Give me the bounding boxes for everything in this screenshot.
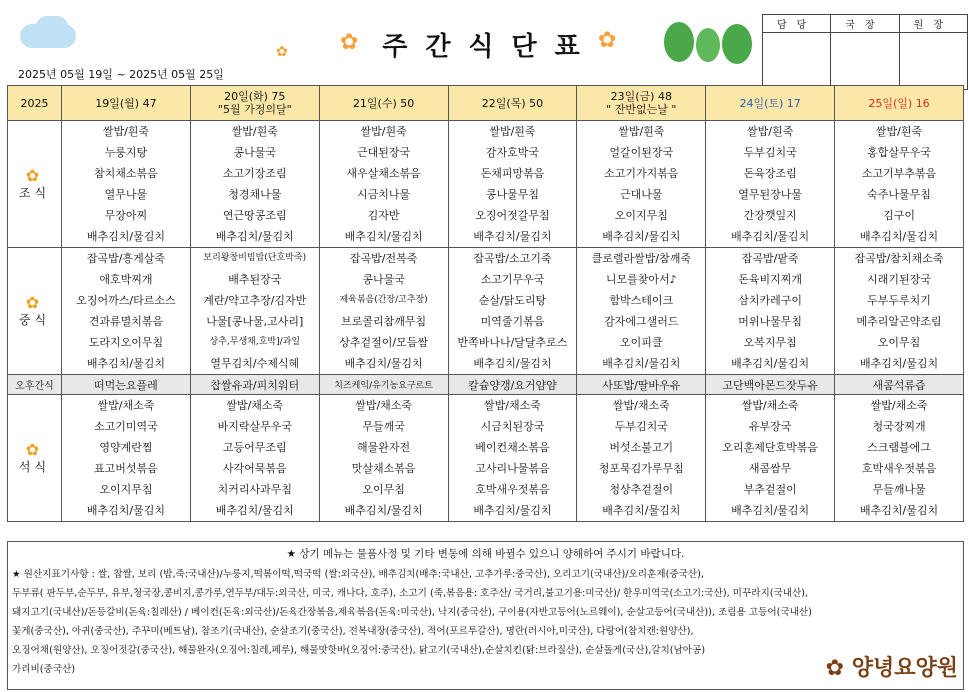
day-header <box>706 86 835 121</box>
menu-item: 열무김치/수제식혜 <box>210 357 300 370</box>
menu-item: 소고기가지볶음 <box>604 167 679 180</box>
day-header <box>190 86 319 121</box>
menu-item: 애호박찌개 <box>99 273 153 286</box>
menu-cell <box>706 248 835 375</box>
menu-item: 버섯소불고기 <box>609 441 674 454</box>
menu-item: 홍합살무우국 <box>867 146 931 159</box>
menu-cell <box>190 121 319 248</box>
meal-label-text: 석식 <box>18 459 51 474</box>
menu-item: 콩나물무침 <box>485 188 540 201</box>
menu-item: 배추김치/물김치 <box>86 357 165 370</box>
menu-table <box>7 85 964 522</box>
menu-item: 치커리사과무침 <box>217 483 292 496</box>
menu-cell <box>706 395 835 522</box>
meal-label-text: 조식 <box>18 185 51 200</box>
menu-cell <box>62 248 191 375</box>
menu-cell <box>577 248 706 375</box>
menu-item: 브로콜리참깨무침 <box>341 315 427 328</box>
flower-icon: ✿ <box>340 30 359 55</box>
menu-item: 숙주나물무침 <box>867 188 931 201</box>
approval-box <box>762 14 968 90</box>
menu-item: 오리훈제단호박볶음 <box>722 441 818 454</box>
flower-icon: ✿ <box>25 439 44 459</box>
menu-item: 유부장국 <box>748 420 792 433</box>
menu-item: 간장깻잎지 <box>743 209 797 222</box>
menu-item: 오징어까스/타르소스 <box>76 294 176 307</box>
origin-note-line: 가리비(중국산) <box>12 664 76 675</box>
menu-item: 두부김치국 <box>614 420 668 433</box>
menu-item: 쌀밥/흰죽 <box>747 125 794 138</box>
menu-item: 계란/약고추장/김자반 <box>203 294 307 307</box>
flower-icon: ✿ <box>25 292 44 312</box>
menu-item: 오이지무침 <box>614 209 668 222</box>
menu-item: 배추김치/물김치 <box>86 230 165 243</box>
menu-item: 함박스테이크 <box>609 294 674 307</box>
menu-item: 시래기된장국 <box>867 273 931 286</box>
origin-note-line: 오징어채(원양산), 오징어젓갈(중국산), 해물완자(오징어:칠레,페루), 해물맛핫바(오징어:중국산), 닭고기(국내산),순살치킨(닭:브라질산), 순살돌게(국산),갈치(남아공) <box>12 645 706 656</box>
day-note: "5월 가정의달" <box>217 103 292 116</box>
menu-item: 김구이 <box>883 209 915 222</box>
menu-item: 쌀밥/흰죽 <box>102 125 150 138</box>
menu-cell <box>62 121 191 248</box>
menu-item: 열무나물 <box>104 188 148 201</box>
menu-item: 소고기무우국 <box>480 273 545 286</box>
menu-cell <box>448 395 577 522</box>
menu-item: 배추김치/물김치 <box>473 357 552 370</box>
menu-item: 돈육비지찌개 <box>738 273 803 286</box>
origin-note-line: ★ 원산지표기사항 : 쌀, 찹쌀, 보리 (밥,죽:국내산)/누룽지,떡볶이떡,떡국떡 (쌀:외국산), 배추김치(배추:국내산, 고추가루:중국산), 오리고기(국내산)/오리훈제(중국산), <box>12 569 704 580</box>
menu-item: 배추김치/물김치 <box>731 357 810 370</box>
menu-item: 견과류멸치볶음 <box>88 315 164 328</box>
menu-cell <box>62 395 191 522</box>
day-header <box>577 86 706 121</box>
menu-item: 연근땅콩조림 <box>222 209 287 222</box>
menu-cell <box>835 395 964 522</box>
menu-item: 해물완자전 <box>357 441 411 454</box>
menu-item: 새콤쌈무 <box>748 462 792 475</box>
menu-item: 잡곡밥/팥죽 <box>741 252 799 265</box>
tree-decoration <box>696 28 720 62</box>
date-range: 2025년 05월 19일 ~ 2025년 05월 25일 <box>18 68 224 81</box>
menu-item: 배추김치/물김치 <box>602 504 681 517</box>
menu-item: 나물[콩나물,고사리] <box>206 315 304 328</box>
menu-item: 반쪽바나나/달달추로스 <box>457 336 568 349</box>
menu-item: 새우살채소볶음 <box>346 167 421 180</box>
menu-item: 쌀밥/채소죽 <box>226 399 284 412</box>
meal-label <box>8 248 62 375</box>
cloud-decoration <box>36 16 68 38</box>
menu-item: 콩나물국 <box>233 146 277 159</box>
menu-item: 참치채소볶음 <box>94 167 158 180</box>
day-note: " 잔반없는날 " <box>606 103 677 116</box>
menu-item: 돈채피망볶음 <box>480 167 545 180</box>
menu-item: 쌀밥/흰죽 <box>231 125 278 138</box>
menu-item: 오징어젓갈무침 <box>475 209 550 222</box>
menu-item: 열무된장나물 <box>738 188 803 201</box>
day-header <box>448 86 577 121</box>
sign-label: 담당 <box>763 15 831 33</box>
snack-item: 떠먹는요플레 <box>62 375 191 395</box>
day-date: 25일(일) 16 <box>868 96 930 110</box>
logo: ✿ 양녕요양원 <box>825 656 958 681</box>
menu-item: 김자반 <box>367 209 400 222</box>
menu-cell <box>835 121 964 248</box>
day-date: 19일(월) 47 <box>95 96 157 110</box>
menu-item: 배추김치/물김치 <box>86 504 165 517</box>
menu-item: 배추김치/물김치 <box>602 357 681 370</box>
meal-label-text: 중식 <box>18 312 51 327</box>
menu-item: 소고기부추볶음 <box>861 167 937 180</box>
menu-item: 누룽지탕 <box>104 146 148 159</box>
menu-cell <box>577 395 706 522</box>
menu-item: 배추김치/물김치 <box>859 357 939 370</box>
menu-item: 호박새우젓볶음 <box>861 462 937 475</box>
snack-item: 찹쌀유과/피치워터 <box>190 375 319 395</box>
menu-item: 잡곡밥/참치채소죽 <box>854 252 944 265</box>
menu-cell <box>448 121 577 248</box>
menu-cell <box>835 248 964 375</box>
menu-item: 표고버섯볶음 <box>94 462 158 475</box>
menu-item: 오이무침 <box>362 483 405 496</box>
menu-item: 스크램블에그 <box>867 441 931 454</box>
menu-cell <box>706 121 835 248</box>
menu-cell <box>190 248 319 375</box>
origin-note-line: 두부류( 판두부,순두부, 유부,청국장,콩비지,콩가루,연두부/대두:외국산, 미국, 캐나다, 호주), 소고기 (죽,볶음용: 호주산/ 국거리,불고기용:미국산)/ 한우미역국(소고기:국산), 미꾸라지(국내산), <box>12 588 809 599</box>
menu-item: 상추,무생채,호박]/과일 <box>209 337 301 347</box>
logo-text: 양녕요양원 <box>851 656 958 681</box>
menu-item: 오이지무침 <box>99 483 153 496</box>
menu-item: 배추김치/물김치 <box>731 230 810 243</box>
day-header <box>62 86 191 121</box>
menu-item: 쌀밥/채소죽 <box>97 399 155 412</box>
tree-decoration <box>722 24 752 64</box>
menu-item: 쌀밥/채소죽 <box>741 399 799 412</box>
menu-item: 쌀밥/채소죽 <box>612 399 670 412</box>
menu-item: 배추김치/물김치 <box>344 504 423 517</box>
menu-item: 쌀밥/채소죽 <box>484 399 541 412</box>
year-header: 2025 <box>8 86 62 121</box>
menu-item: 배추김치/물김치 <box>344 230 423 243</box>
day-header <box>319 86 448 121</box>
menu-item: 미역줄기볶음 <box>480 315 545 328</box>
menu-item: 감자호박국 <box>485 146 540 159</box>
origin-note-line: 돼지고기(국내산)/돈등갈비(돈육:칠레산) / 베이컨(돈육:외국산)/돈육간장볶음,제육볶음(돈육:미국산), 낙지(중국산), 구이용(자반고등어(노르웨이), 순살고등어(국내산)), 조림용 고등어(국내산) <box>12 607 812 618</box>
menu-cell <box>577 121 706 248</box>
menu-item: 오이피클 <box>620 336 663 349</box>
menu-item: 무들깨나물 <box>872 483 926 496</box>
page-title: 주간식단표 <box>382 32 598 62</box>
flower-icon: ✿ <box>598 28 617 53</box>
origin-note-line: 꽃게(중국산), 아귀(중국산), 주꾸미(베트남), 참조기(국내산), 순살조기(중국산), 전복내장(중국산), 적어(포르투갈산), 명란(러시아,미국산), 다랑어(참치캔:원양산), <box>12 626 694 637</box>
menu-item: 바지락살무우국 <box>217 420 292 433</box>
sign-cell <box>899 33 967 90</box>
menu-item: 니모를찾아서♪ <box>605 273 677 286</box>
tree-decoration <box>664 22 694 62</box>
snack-item: 사또밥/딸바우유 <box>577 375 706 395</box>
menu-item: 고등어무조림 <box>222 441 287 454</box>
origin-notes <box>8 561 963 679</box>
menu-cell <box>448 248 577 375</box>
menu-item: 두부두루치기 <box>867 294 931 307</box>
sign-label: 원장 <box>899 15 967 33</box>
menu-item: 오이무침 <box>877 336 921 349</box>
menu-item: 배추된장국 <box>228 273 282 286</box>
menu-item: 돈육장조림 <box>743 167 797 180</box>
day-date: 21일(수) 50 <box>352 96 415 110</box>
menu-item: 맛살채소볶음 <box>351 462 416 475</box>
menu-item: 잡곡밥/소고기죽 <box>473 252 552 265</box>
day-date: 22일(목) 50 <box>481 96 544 110</box>
menu-item: 시금치된장국 <box>480 420 545 433</box>
menu-item: 메추리알곤약조림 <box>856 315 942 328</box>
menu-item: 배추김치/물김치 <box>731 504 810 517</box>
menu-item: 사각어묵볶음 <box>222 462 287 475</box>
flower-icon: ✿ <box>276 44 288 60</box>
menu-item: 제육볶음(간장/고추장) <box>339 295 428 305</box>
snack-item: 고단백아몬드잣두유 <box>706 375 835 395</box>
snack-item: 칼슘양갱/요거얌얌 <box>448 375 577 395</box>
snack-item: 새콤석류즙 <box>835 375 964 395</box>
menu-item: 머위나물무침 <box>738 315 803 328</box>
menu-item: 콩나물국 <box>362 273 405 286</box>
day-date: 20일(화) 75 <box>224 90 286 103</box>
day-date: 23일(금) 48 <box>610 90 672 103</box>
menu-item: 오복지무침 <box>743 336 797 349</box>
snack-label: 오후간식 <box>8 375 62 395</box>
meal-label <box>8 395 62 522</box>
menu-item: 순살/닭도리탕 <box>478 294 547 307</box>
flower-icon: ✿ <box>25 165 44 185</box>
menu-item: 부추겉절이 <box>743 483 797 496</box>
day-date: 24일(토) 17 <box>739 96 801 110</box>
menu-cell <box>319 395 448 522</box>
sign-cell <box>763 33 831 90</box>
menu-item: 배추김치/물김치 <box>473 230 552 243</box>
menu-item: 청상추겉절이 <box>609 483 674 496</box>
menu-item: 시금치나물 <box>357 188 411 201</box>
sign-label: 국장 <box>831 15 899 33</box>
sign-cell <box>831 33 899 90</box>
menu-item: 근대된장국 <box>357 146 411 159</box>
menu-item: 보리왕창비빔밥(단호박죽) <box>203 253 307 263</box>
menu-item: 무들깨국 <box>362 420 405 433</box>
menu-item: 쌀밥/흰죽 <box>875 125 923 138</box>
notes-box <box>7 541 964 690</box>
menu-item: 상추겉절이/모듬쌈 <box>339 336 428 349</box>
menu-item: 고사리나물볶음 <box>475 462 550 475</box>
menu-item: 소고기장조림 <box>222 167 287 180</box>
menu-item: 청포묵김가루무침 <box>598 462 684 475</box>
menu-item: 소고기미역국 <box>94 420 158 433</box>
snack-item: 치즈케익/유기농요구르트 <box>319 375 448 395</box>
menu-item: 쌀밥/채소죽 <box>870 399 928 412</box>
menu-cell <box>319 121 448 248</box>
menu-item: 근대나물 <box>620 188 663 201</box>
menu-item: 청국장찌개 <box>872 420 926 433</box>
notes-top: ★ 상기 메뉴는 물품사정 및 기타 변동에 의해 바뀔수 있으니 양해하여 주시기 바랍니다. <box>286 548 685 560</box>
menu-item: 베이컨채소볶음 <box>475 441 550 454</box>
menu-item: 배추김치/물김치 <box>859 230 939 243</box>
day-header <box>835 86 964 121</box>
menu-item: 영양계란찜 <box>99 441 153 454</box>
menu-item: 무장아찌 <box>104 209 148 222</box>
menu-item: 쌀밥/흰죽 <box>360 125 407 138</box>
menu-cell <box>319 248 448 375</box>
menu-item: 배추김치/물김치 <box>602 230 681 243</box>
menu-item: 쌀밥/흰죽 <box>618 125 665 138</box>
menu-item: 클로렐라쌀밥/참깨죽 <box>591 252 691 265</box>
menu-item: 두부김치국 <box>743 146 797 159</box>
menu-item: 배추김치/물김치 <box>473 504 552 517</box>
meal-label <box>8 121 62 248</box>
menu-item: 삼치카레구이 <box>738 294 803 307</box>
menu-item: 배추김치/물김치 <box>344 357 423 370</box>
menu-item: 호박새우젓볶음 <box>475 483 550 496</box>
menu-item: 쌀밥/흰죽 <box>489 125 536 138</box>
menu-item: 잡곡밥/흥게살죽 <box>86 252 165 265</box>
menu-item: 도라지오이무침 <box>88 336 164 349</box>
menu-item: 배추김치/물김치 <box>859 504 939 517</box>
menu-item: 얼갈이된장국 <box>609 146 674 159</box>
menu-cell <box>190 395 319 522</box>
menu-item: 쌀밥/채소죽 <box>355 399 413 412</box>
menu-item: 청경채나물 <box>228 188 282 201</box>
menu-item: 감자에그샐러드 <box>604 315 679 328</box>
menu-item: 배추김치/물김치 <box>215 230 294 243</box>
menu-item: 배추김치/물김치 <box>215 504 294 517</box>
menu-item: 잡곡밥/전복죽 <box>349 252 418 265</box>
